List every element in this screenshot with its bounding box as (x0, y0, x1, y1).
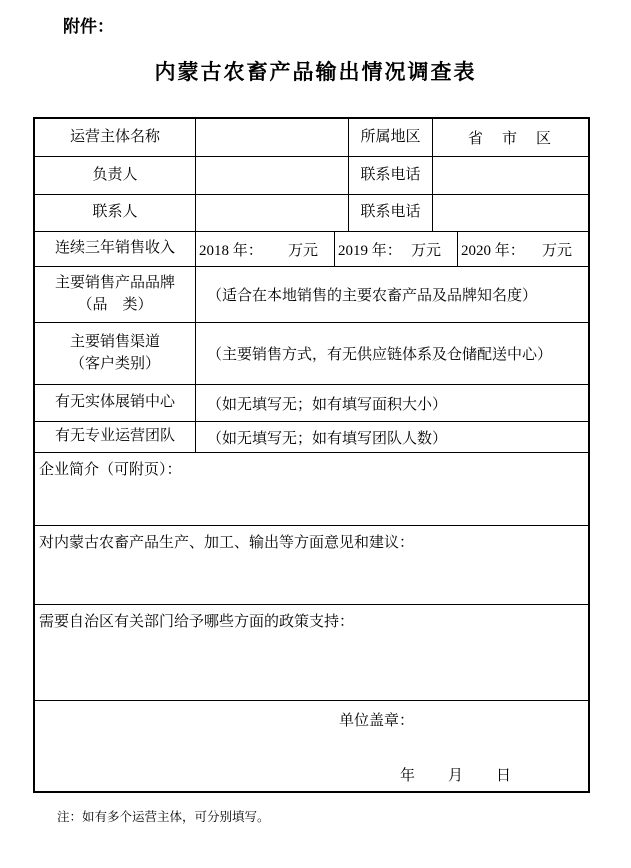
income-2020-unit: 万元 (541, 242, 572, 259)
sales-channel-label (35, 323, 195, 384)
income-2018-cell (195, 232, 334, 266)
showroom-hint: （如无填写无；如有填写面积大小） (195, 385, 588, 421)
sales-channel-label-line1: 主要销售渠道 (69, 333, 160, 350)
operator-name-field (195, 119, 348, 156)
region-label: 所属地区 (348, 119, 432, 156)
table-row (35, 322, 588, 384)
contact-phone-label: 联系电话 (348, 195, 432, 231)
table-row (35, 156, 588, 194)
unit-seal-label: 单位盖章： (339, 713, 415, 729)
product-brand-label-line1: 主要销售产品品牌 (54, 274, 175, 291)
principal-field (195, 157, 348, 194)
table-row (35, 700, 588, 791)
company-profile-label: 企业简介（可附页）： (39, 462, 182, 478)
sales-channel-hint: （主要销售方式，有无供应链体系及仓储配送中心） (195, 323, 588, 384)
income-2020-cell (457, 232, 588, 266)
contact-label: 联系人 (92, 204, 138, 221)
date-line: 年 月 日 (399, 768, 512, 784)
income-2019-unit: 万元 (410, 242, 441, 259)
team-label: 有无专业运营团队 (54, 428, 175, 445)
principal-phone-label: 联系电话 (348, 157, 432, 194)
sales-income-label: 连续三年销售收入 (54, 240, 175, 257)
survey-table (33, 117, 590, 793)
table-row (35, 194, 588, 231)
contact-field (195, 195, 348, 231)
table-row (35, 525, 588, 604)
income-2019-cell (334, 232, 457, 266)
showroom-label: 有无实体展销中心 (54, 394, 175, 411)
income-2019-prefix: 2019 年： (338, 242, 402, 259)
team-hint: （如无填写无；如有填写团队人数） (195, 422, 588, 452)
table-row (35, 119, 588, 156)
table-row (35, 604, 588, 700)
attachment-label: 附件： (63, 17, 114, 36)
operator-name-label: 运营主体名称 (69, 128, 160, 145)
table-row (35, 266, 588, 322)
income-2018-unit: 万元 (287, 242, 318, 259)
policy-support-label: 需要自治区有关部门给予哪些方面的政策支持： (39, 614, 355, 630)
table-row (35, 231, 588, 266)
product-brand-hint: （适合在本地销售的主要农畜产品及品牌知名度） (195, 267, 588, 322)
table-row (35, 421, 588, 452)
principal-label: 负责人 (92, 166, 138, 183)
product-brand-label (35, 267, 195, 322)
region-value: 省 市 区 (432, 119, 588, 156)
contact-phone-field (432, 195, 588, 231)
table-row (35, 452, 588, 525)
table-row (35, 384, 588, 421)
income-2018-prefix: 2018 年： (199, 242, 263, 259)
product-brand-label-line2: （品 类） (77, 296, 153, 313)
footnote: 注：如有多个运营主体，可分别填写。 (57, 810, 270, 824)
suggestions-label: 对内蒙古农畜产品生产、加工、输出等方面意见和建议： (39, 535, 415, 551)
income-2020-prefix: 2020 年： (461, 242, 525, 259)
sales-channel-label-line2: （客户类别） (69, 355, 160, 372)
principal-phone-field (432, 157, 588, 194)
page-title: 内蒙古农畜产品输出情况调查表 (154, 60, 477, 84)
